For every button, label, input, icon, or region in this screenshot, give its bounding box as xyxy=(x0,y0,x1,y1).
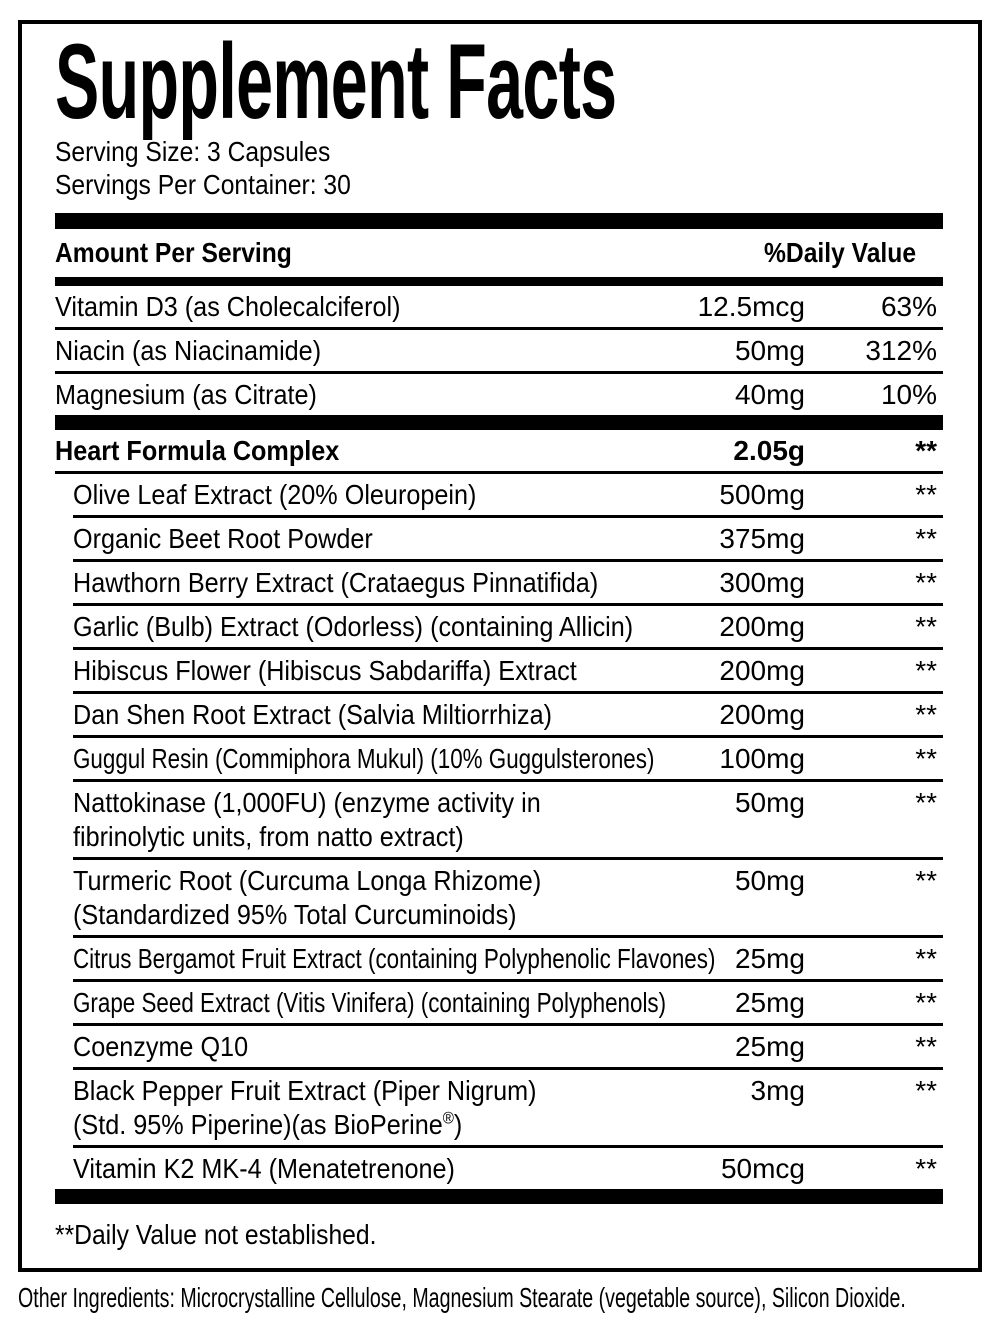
ingredient-daily-value: ** xyxy=(915,1153,937,1184)
ingredient-name: Coenzyme Q10 xyxy=(73,1031,249,1062)
ingredient-name: Turmeric Root (Curcuma Longa Rhizome) (Standardized 95% Total Curcuminoids) xyxy=(73,865,542,930)
ingredient-table xyxy=(55,286,943,1204)
ingredient-amount: 25mg xyxy=(734,943,805,974)
ingredient-amount: 50mg xyxy=(734,787,805,818)
ingredient-name: Dan Shen Root Extract (Salvia Miltiorrhiza) xyxy=(73,699,552,730)
column-headers xyxy=(55,229,943,277)
ingredient-name: Vitamin D3 (as Cholecalciferol) xyxy=(55,291,401,322)
ingredient-amount: 50mg xyxy=(734,865,805,896)
ingredient-row xyxy=(73,938,943,982)
ingredient-name: Niacin (as Niacinamide) xyxy=(55,335,322,366)
ingredient-amount: 12.5mcg xyxy=(697,291,805,322)
ingredient-row xyxy=(73,1026,943,1070)
ingredient-amount: 500mg xyxy=(719,479,805,510)
ingredient-amount: 200mg xyxy=(719,611,805,642)
ingredient-name: Garlic (Bulb) Extract (Odorless) (containing Allicin) xyxy=(73,611,634,642)
ingredient-daily-value: ** xyxy=(915,865,937,896)
ingredient-daily-value: ** xyxy=(915,611,937,642)
footnote: **Daily Value not established. xyxy=(55,1219,377,1250)
ingredient-row xyxy=(73,474,943,518)
ingredient-name: Citrus Bergamot Fruit Extract (containing Polyphenolic Flavones) xyxy=(73,943,716,974)
daily-value-header: %Daily Value xyxy=(764,237,917,268)
ingredient-row xyxy=(73,738,943,782)
ingredient-daily-value: ** xyxy=(915,943,937,974)
ingredient-daily-value: ** xyxy=(915,479,937,510)
ingredient-name: Hawthorn Berry Extract (Crataegus Pinnatifida) xyxy=(73,567,599,598)
servings-per-container: Servings Per Container: 30 xyxy=(55,169,351,200)
panel-title-text: Supplement Facts xyxy=(55,21,617,141)
ingredient-amount: 3mg xyxy=(750,1075,805,1106)
ingredient-row xyxy=(73,562,943,606)
ingredient-name: Grape Seed Extract (Vitis Vinifera) (containing Polyphenols) xyxy=(73,987,667,1018)
ingredient-name: Nattokinase (1,000FU) (enzyme activity in fibrinolytic units, from natto extract) xyxy=(73,787,541,852)
amount-per-serving-header: Amount Per Serving xyxy=(55,237,292,268)
ingredient-amount: 25mg xyxy=(734,987,805,1018)
ingredient-daily-value: 10% xyxy=(880,379,937,410)
ingredient-amount: 200mg xyxy=(719,699,805,730)
ingredient-name: Heart Formula Complex xyxy=(55,435,340,466)
ingredient-daily-value: ** xyxy=(915,743,937,774)
ingredient-row xyxy=(73,1148,943,1189)
ingredient-row xyxy=(55,374,943,415)
divider-bar-header xyxy=(55,277,943,286)
ingredient-amount: 2.05g xyxy=(733,435,805,466)
ingredient-daily-value: ** xyxy=(915,435,937,466)
ingredient-name: Magnesium (as Citrate) xyxy=(55,379,317,410)
supplement-facts-panel xyxy=(18,20,982,1272)
ingredient-daily-value: ** xyxy=(915,699,937,730)
ingredient-row xyxy=(55,286,943,330)
ingredient-amount: 50mcg xyxy=(720,1153,805,1184)
ingredient-amount: 40mg xyxy=(734,379,805,410)
ingredient-daily-value: 312% xyxy=(865,335,937,366)
ingredient-row xyxy=(73,518,943,562)
ingredient-amount: 375mg xyxy=(719,523,805,554)
panel-title xyxy=(55,21,943,141)
ingredient-daily-value: ** xyxy=(915,1031,937,1062)
ingredient-section xyxy=(55,430,943,1189)
divider-bar-top xyxy=(55,213,943,229)
ingredient-amount: 200mg xyxy=(719,655,805,686)
ingredient-amount: 25mg xyxy=(734,1031,805,1062)
ingredient-daily-value: ** xyxy=(915,567,937,598)
ingredient-row xyxy=(55,430,943,474)
ingredient-row xyxy=(73,782,943,860)
ingredient-name: Black Pepper Fruit Extract (Piper Nigrum) (Std. 95% Piperine)(as BioPerine®) xyxy=(73,1075,537,1140)
ingredient-row xyxy=(73,694,943,738)
ingredient-name: Vitamin K2 MK-4 (Menatetrenone) xyxy=(73,1153,455,1184)
ingredient-amount: 100mg xyxy=(719,743,805,774)
ingredient-name: Olive Leaf Extract (20% Oleuropein) xyxy=(73,479,477,510)
ingredient-row xyxy=(73,650,943,694)
ingredient-row xyxy=(55,330,943,374)
ingredient-row xyxy=(73,982,943,1026)
ingredient-daily-value: ** xyxy=(915,523,937,554)
ingredient-daily-value: ** xyxy=(915,1075,937,1106)
ingredient-row xyxy=(73,1070,943,1148)
ingredient-daily-value: ** xyxy=(915,655,937,686)
ingredient-amount: 50mg xyxy=(734,335,805,366)
ingredient-row xyxy=(73,860,943,938)
ingredient-name: Organic Beet Root Powder xyxy=(73,523,373,554)
ingredient-name: Guggul Resin (Commiphora Mukul) (10% Guggulsterones) xyxy=(73,743,655,774)
other-ingredients: Other Ingredients: Microcrystalline Cellulose, Magnesium Stearate (vegetable source), Silicon Dioxide. xyxy=(18,1282,906,1313)
ingredient-daily-value: 63% xyxy=(880,291,937,322)
ingredient-row xyxy=(73,606,943,650)
divider-bar-section xyxy=(55,415,943,430)
ingredient-daily-value: ** xyxy=(915,987,937,1018)
ingredient-daily-value: ** xyxy=(915,787,937,818)
serving-size: Serving Size: 3 Capsules xyxy=(55,136,331,167)
ingredient-amount: 300mg xyxy=(719,567,805,598)
divider-bar-section xyxy=(55,1189,943,1204)
ingredient-name: Hibiscus Flower (Hibiscus Sabdariffa) Extract xyxy=(73,655,577,686)
ingredient-section xyxy=(55,286,943,415)
